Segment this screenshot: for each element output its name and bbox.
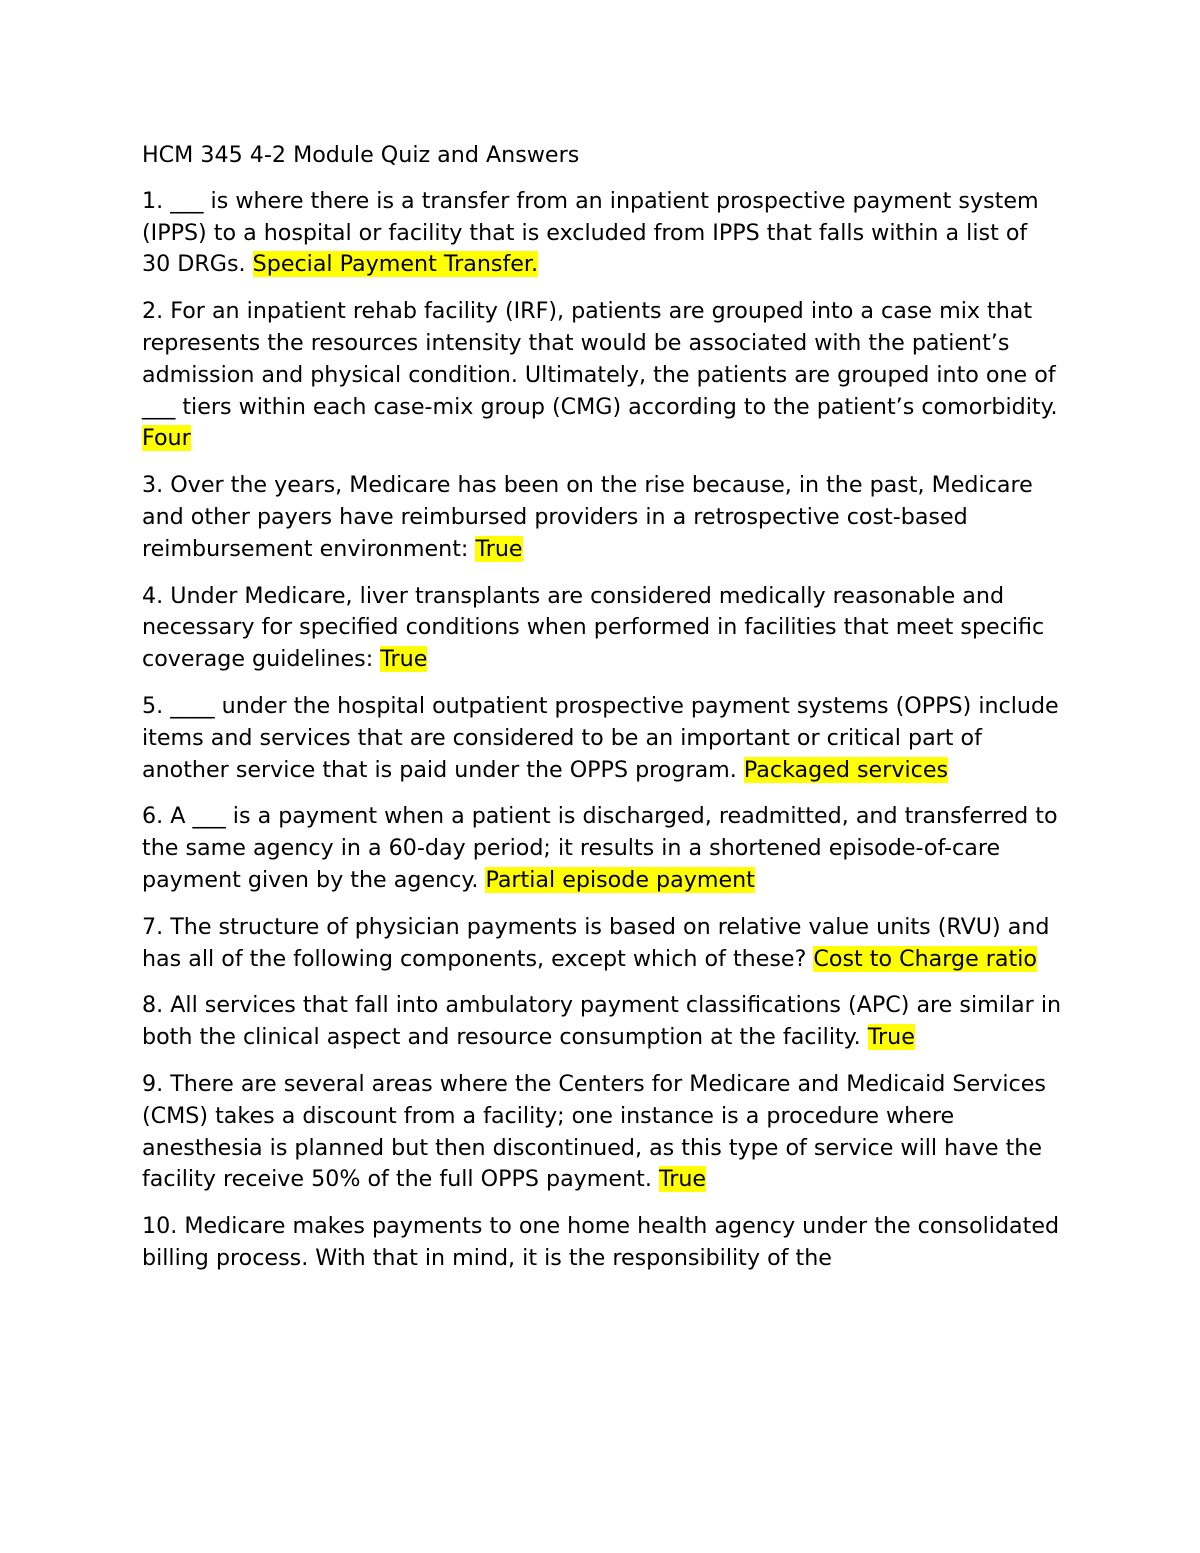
answer-highlight: Special Payment Transfer. <box>252 251 539 278</box>
answer-highlight: True <box>475 535 523 562</box>
document-title: HCM 345 4-2 Module Quiz and Answers <box>142 142 580 168</box>
question-10 <box>142 1211 1062 1275</box>
answer-highlight: True <box>867 1024 915 1051</box>
answer-highlight: Packaged services <box>743 756 949 783</box>
question-6 <box>142 801 1062 896</box>
question-1 <box>142 186 1062 281</box>
answer-highlight: True <box>658 1166 707 1193</box>
question-8 <box>142 990 1062 1054</box>
answer-highlight: Partial episode payment <box>485 866 755 893</box>
question-2 <box>142 296 1062 455</box>
answer-highlight: True <box>380 646 428 673</box>
question-9 <box>142 1069 1062 1196</box>
question-text: 6. A ___ is a payment when a patient is discharged, readmitted, and transferred to the same agency in a 60-day period; it results in a shortened episode-of-care payment given by the agency. <box>142 803 1058 893</box>
question-text: 7. The structure of physician payments is based on relative value units (RVU) and has all of the following components, except which of these? <box>142 913 1050 972</box>
question-text: 3. Over the years, Medicare has been on the rise because, in the past, Medicare and other payers have reimbursed providers in a retrospective cost-based reimbursement environment: <box>142 472 1033 562</box>
question-text: 1. ___ is where there is a transfer from an inpatient prospective payment system (IPPS) to a hospital or facility that is excluded from IPPS that falls within a list of 30 DRGs. <box>142 187 1039 278</box>
question-text: 2. For an inpatient rehab facility (IRF), patients are grouped into a case mix that represents the resources intensity that would be associated with the patient’s admission and physical condition. Ultimately, the patients are grouped into one of ___ tiers within each case-mix group (CMG) according to the patient’s comorbidity. <box>142 298 1058 420</box>
answer-highlight: Cost to Charge ratio <box>813 945 1037 972</box>
question-7 <box>142 912 1062 976</box>
question-3 <box>142 470 1062 565</box>
question-text: 10. Medicare makes payments to one home health agency under the consolidated billing process. With that in mind, it is the responsibility of the <box>142 1213 1060 1271</box>
document-page <box>142 140 1062 1290</box>
question-4 <box>142 581 1062 676</box>
question-text: 5. ____ under the hospital outpatient prospective payment systems (OPPS) include items and services that are considered to be an important or critical part of another service that is paid under the OPPS program. <box>142 692 1059 783</box>
question-text: 9. There are several areas where the Centers for Medicare and Medicaid Services (CMS) takes a discount from a facility; one instance is a procedure where anesthesia is planned but then discontinued, as this type of service will have the facility receive 50% of the full OPPS payment. <box>142 1070 1046 1193</box>
question-text: 8. All services that fall into ambulatory payment classifications (APC) are similar in both the clinical aspect and resource consumption at the facility. <box>142 992 1062 1051</box>
question-5 <box>142 691 1062 786</box>
answer-highlight: Four <box>142 425 191 452</box>
question-text: 4. Under Medicare, liver transplants are considered medically reasonable and necessary for specified conditions when performed in facilities that meet specific coverage guidelines: <box>142 582 1045 673</box>
